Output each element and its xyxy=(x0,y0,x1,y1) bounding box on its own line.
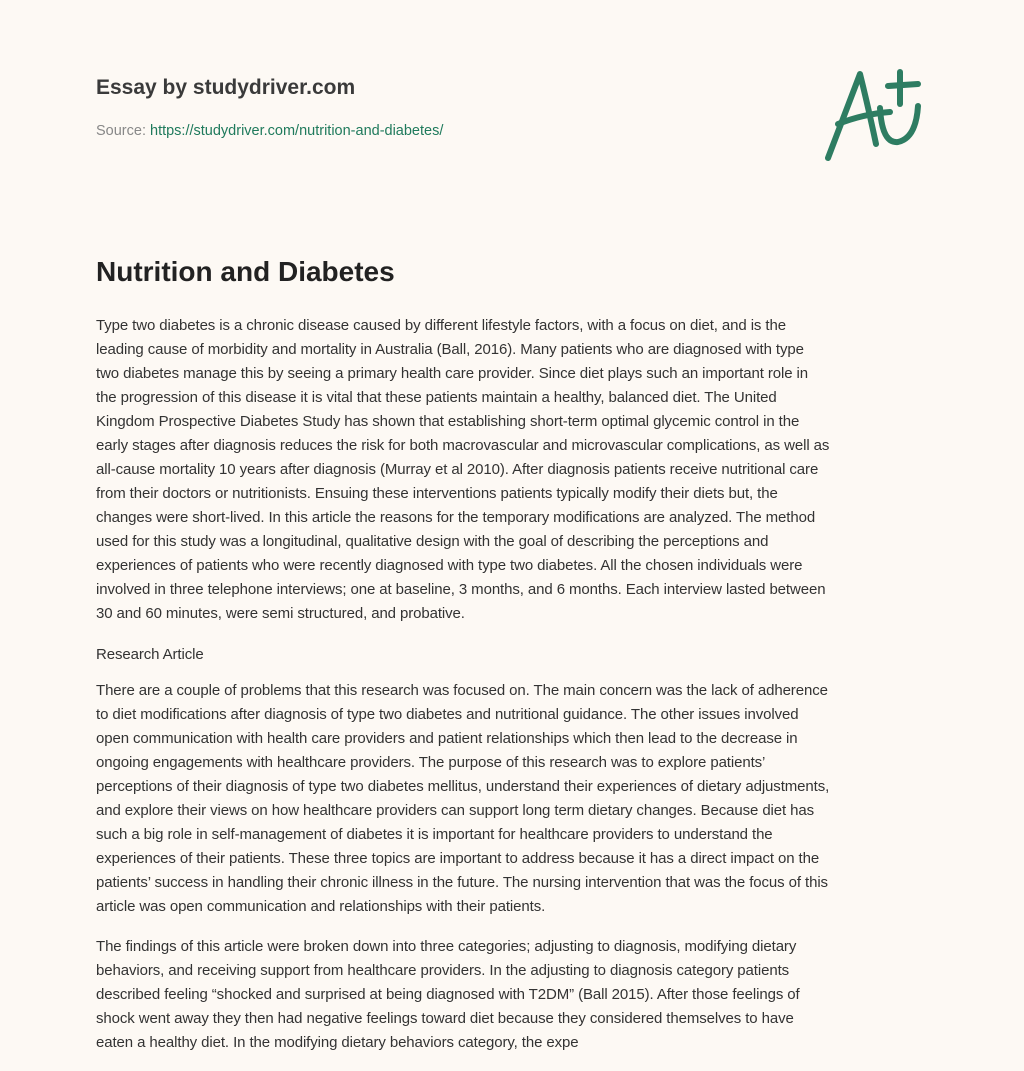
text-line: The findings of this article were broken down into three categories; adjusting to diagnosis, modifying dietary xyxy=(96,938,797,955)
text-line: and explore their views on how healthcare providers can support long term dietary changes. Because diet has xyxy=(96,802,815,819)
paragraph-intro xyxy=(96,314,829,626)
text-line: involved in three telephone interviews; one at baseline, 3 months, and 6 months. Each interview lasted between xyxy=(96,581,826,598)
text-line: eaten a healthy diet. In the modifying dietary behaviors category, the expe xyxy=(96,1034,579,1051)
text-line: experiences of patients who were recently diagnosed with type two diabetes. All the chosen individuals were xyxy=(96,557,803,574)
text-line: article was open communication and relationships with their patients. xyxy=(96,898,546,915)
text-line: leading cause of morbidity and mortality in Australia (Ball, 2016). Many patients who are diagnosed with type xyxy=(96,341,804,358)
text-line: from their doctors or nutritionists. Ensuing these interventions patients typically modify their diets but, the xyxy=(96,485,778,502)
text-line: ongoing engagements with healthcare providers. The purpose of this research was to explore patients’ xyxy=(96,754,766,771)
text-line: Research Article xyxy=(96,646,204,663)
section-heading xyxy=(96,643,204,667)
text-line: Type two diabetes is a chronic disease caused by different lifestyle factors, with a focus on diet, and is the xyxy=(96,317,786,334)
text-line: such a big role in self-management of diabetes it is important for healthcare providers to understand the xyxy=(96,826,773,843)
text-line: changes were short-lived. In this article the reasons for the temporary modifications are analyzed. The method xyxy=(96,509,816,526)
paragraph-findings xyxy=(96,935,800,1055)
source-line xyxy=(96,123,443,139)
text-line: shock went away they then had negative feelings toward diet because they considered themselves to have xyxy=(96,1010,794,1027)
text-line: the progression of this disease it is vital that these patients maintain a healthy, balanced diet. The United xyxy=(96,389,777,406)
text-line: Kingdom Prospective Diabetes Study has shown that establishing short-term optimal glycemic control in the xyxy=(96,413,800,430)
text-line: experiences of their patients. These three topics are important to address because it has a direct impact on the xyxy=(96,850,820,867)
text-line: all-cause mortality 10 years after diagnosis (Murray et al 2010). After diagnosis patients receive nutritional care xyxy=(96,461,819,478)
text-line: described feeling “shocked and surprised at being diagnosed with T2DM” (Ball 2015). After those feelings of xyxy=(96,986,800,1003)
a-plus-logo-icon xyxy=(818,66,928,166)
source-label: Source: xyxy=(96,123,150,139)
text-line: There are a couple of problems that this research was focused on. The main concern was the lack of adherence xyxy=(96,682,828,699)
text-line: open communication with health care providers and patient relationships which then lead to the decrease in xyxy=(96,730,798,747)
text-line: patients’ success in handling their chronic illness in the future. The nursing intervention that was the focus of this xyxy=(96,874,828,891)
page-title: Nutrition and Diabetes xyxy=(96,256,395,287)
text-line: used for this study was a longitudinal, qualitative design with the goal of describing the perceptions and xyxy=(96,533,769,550)
source-link[interactable]: https://studydriver.com/nutrition-and-diabetes/ xyxy=(150,123,444,139)
text-line: behaviors, and receiving support from healthcare providers. In the adjusting to diagnosis category patients xyxy=(96,962,790,979)
text-line: to diet modifications after diagnosis of type two diabetes and nutritional guidance. The other issues involved xyxy=(96,706,799,723)
text-line: 30 and 60 minutes, were semi structured, and probative. xyxy=(96,605,465,622)
text-line: two diabetes manage this by seeing a primary health care provider. Since diet plays such an important role in xyxy=(96,365,808,382)
site-title: Essay by studydriver.com xyxy=(96,76,356,99)
text-line: early stages after diagnosis reduces the risk for both macrovascular and microvascular complications, as well as xyxy=(96,437,830,454)
paragraph-problems xyxy=(96,679,829,919)
text-line: perceptions of their diagnosis of type two diabetes mellitus, understand their experiences of dietary adjustments, xyxy=(96,778,830,795)
